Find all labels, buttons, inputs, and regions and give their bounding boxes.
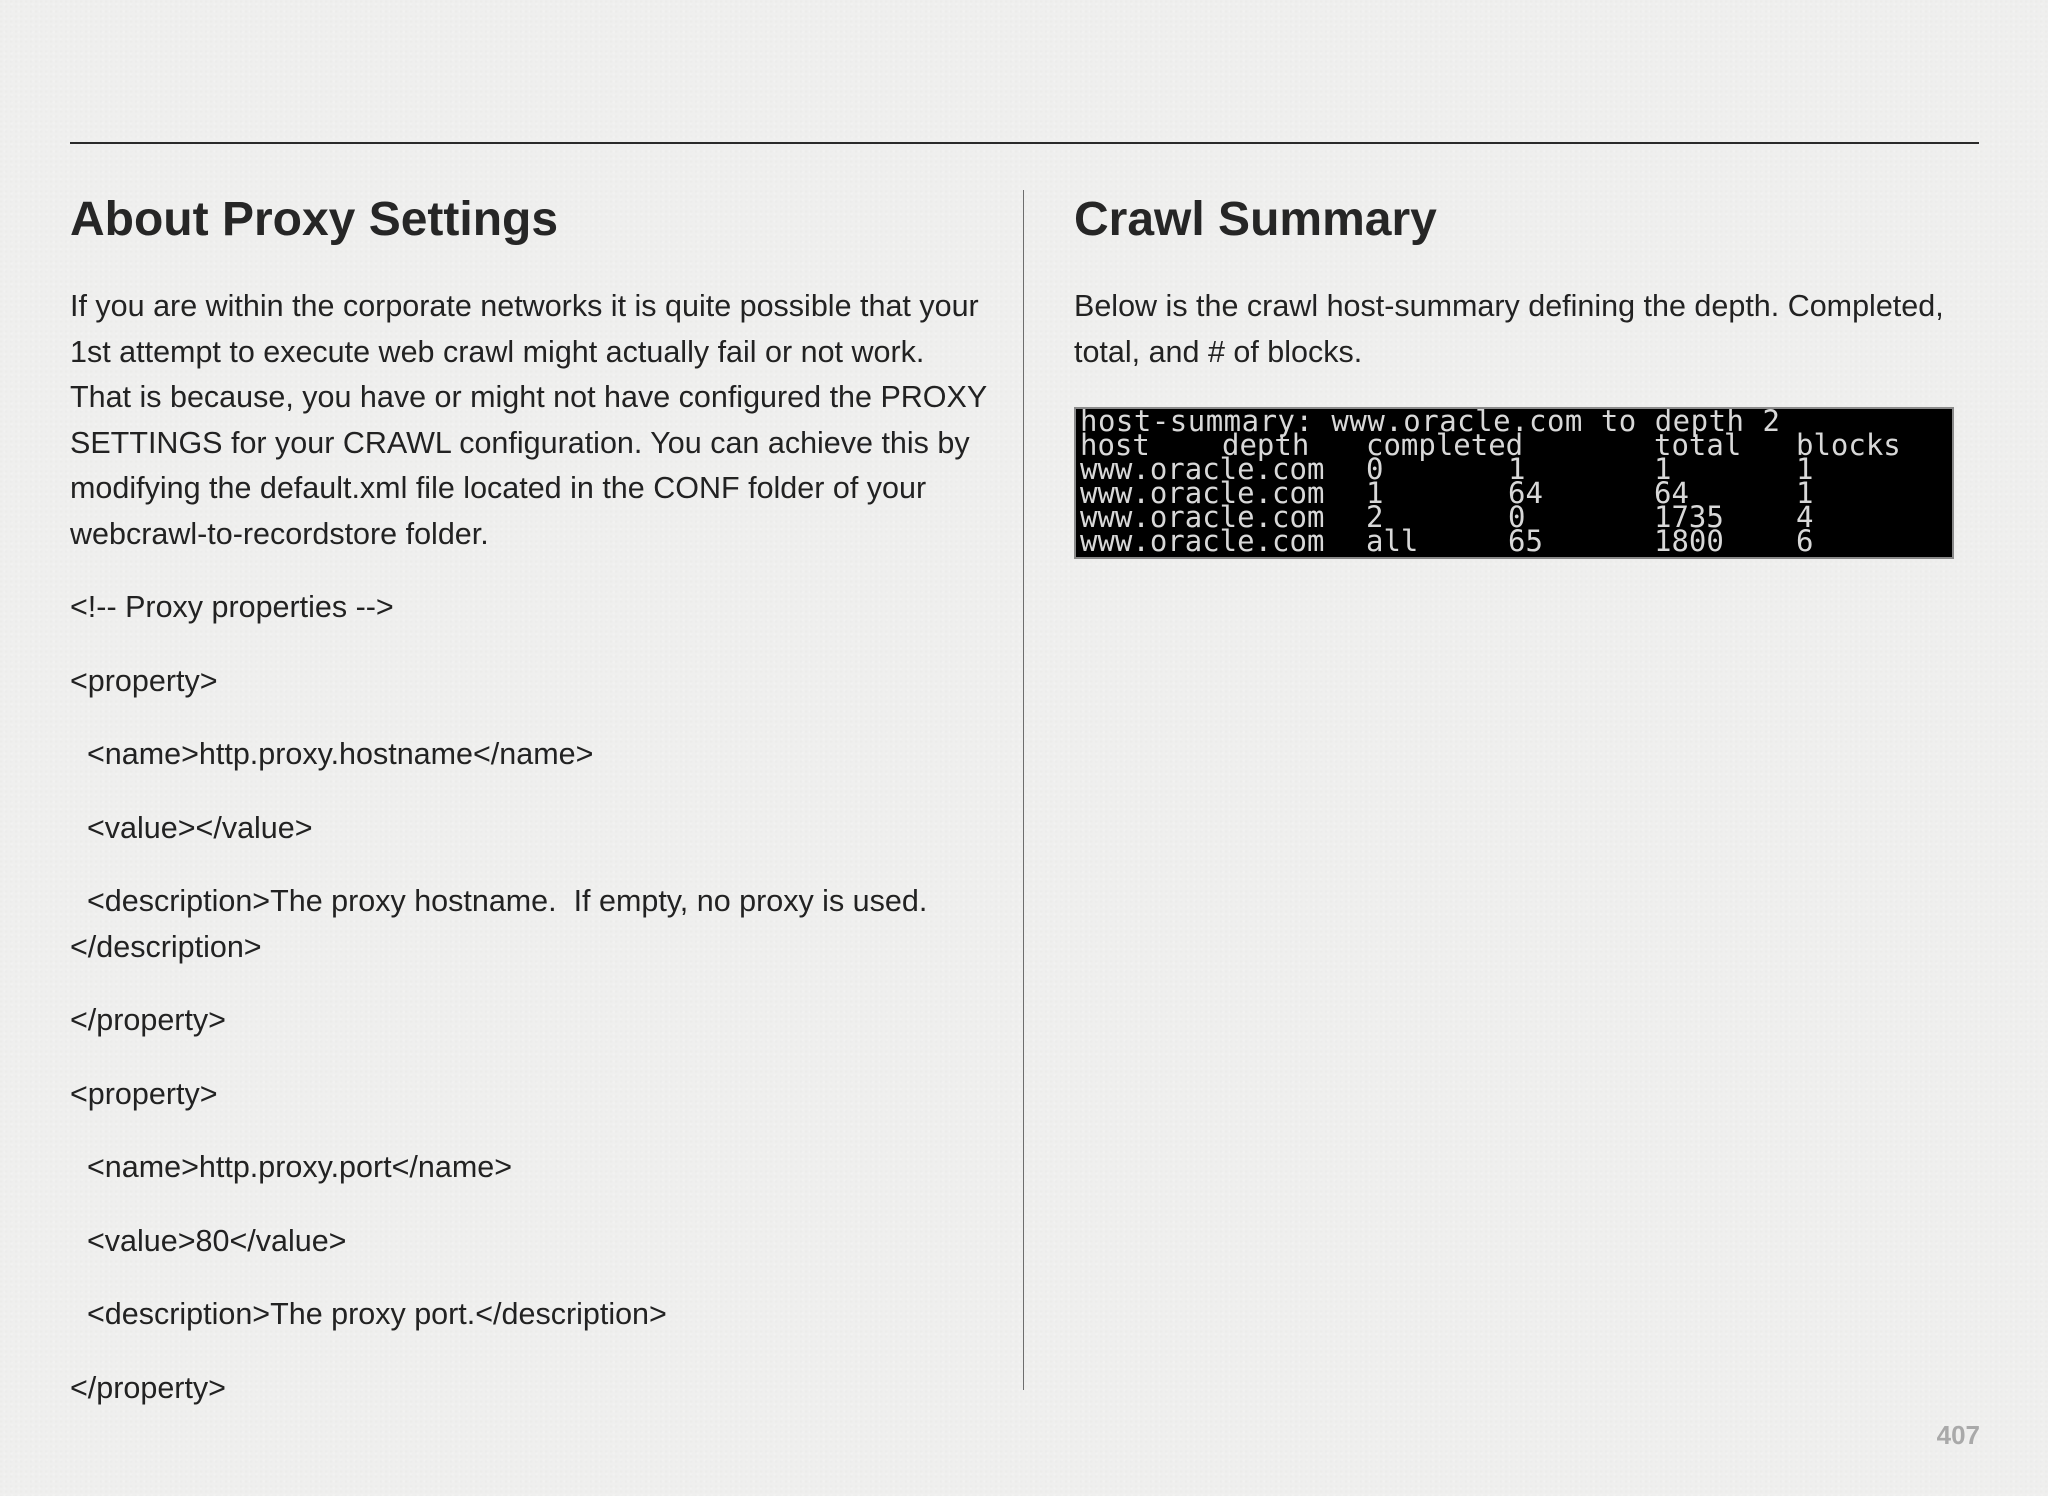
terminal-cell: 1: [1654, 452, 1672, 486]
proxy-settings-section: [70, 190, 990, 1411]
terminal-column-header: depth: [1222, 428, 1310, 462]
code-line: <!-- Proxy properties -->: [70, 590, 394, 624]
page-number: 407: [1936, 1420, 1980, 1450]
terminal-cell: 64: [1508, 476, 1543, 510]
terminal-cell: 64: [1654, 476, 1689, 510]
terminal-cell: 1: [1796, 476, 1814, 510]
terminal-cell: 0: [1508, 500, 1526, 534]
terminal-cell: 1: [1366, 476, 1384, 510]
terminal-cell: 2: [1366, 500, 1384, 534]
terminal-cell: www.oracle.com: [1080, 524, 1325, 558]
crawl-summary-section: [1074, 190, 1984, 375]
code-line: <property>: [70, 1076, 218, 1111]
terminal-cell: 0: [1366, 452, 1384, 486]
code-line: </property>: [70, 1003, 226, 1037]
code-line: <description>The proxy hostname. If empty, no proxy is used.</description>: [70, 884, 928, 964]
code-line: <property>: [70, 663, 218, 698]
code-line: <value>80</value>: [87, 1223, 347, 1258]
terminal-column-header: total: [1654, 428, 1742, 462]
section-title-crawl: Crawl Summary: [1074, 193, 1437, 246]
proxy-xml-snippet: [70, 585, 990, 1411]
code-line: <description>The proxy port.</description>: [87, 1297, 667, 1331]
crawl-intro-paragraph: Below is the crawl host-summary defining the depth. Completed, total, and # of blocks.: [1074, 289, 1944, 369]
terminal-column-header: completed: [1366, 428, 1524, 462]
proxy-intro-paragraph: If you are within the corporate networks it is quite possible that your 1st attempt to execute web crawl might actually fail or not work. That is because, you have or might not have configured the PROXY SETTINGS for your CRAWL configuration. You can achieve this by modifying the default.xml file located in the CONF folder of your webcrawl-to-recordstore folder.: [70, 289, 987, 551]
column-divider: [1023, 190, 1024, 1390]
code-line: <value></value>: [87, 810, 313, 845]
terminal-cell: www.oracle.com: [1080, 476, 1325, 510]
terminal-cell: www.oracle.com: [1080, 452, 1325, 486]
terminal-cell: all: [1366, 524, 1419, 558]
terminal-cell: 6: [1796, 524, 1814, 558]
terminal-heading: host-summary: www.oracle.com to depth 2: [1080, 407, 1781, 438]
section-title-proxy: About Proxy Settings: [70, 193, 559, 246]
terminal-cell: 1800: [1654, 524, 1724, 558]
terminal-column-header: host: [1080, 428, 1150, 462]
terminal-cell: 1735: [1654, 500, 1724, 534]
code-line: <name>http.proxy.port</name>: [87, 1150, 513, 1184]
terminal-cell: 65: [1508, 524, 1543, 558]
terminal-screenshot: [1074, 407, 1954, 559]
terminal-cell: 1: [1508, 452, 1526, 486]
code-line: <name>http.proxy.hostname</name>: [87, 737, 594, 771]
top-rule: [70, 142, 1979, 144]
code-line: </property>: [70, 1370, 226, 1405]
terminal-column-header: blocks: [1796, 428, 1901, 462]
terminal-cell: 4: [1796, 500, 1814, 534]
terminal-cell: 1: [1796, 452, 1814, 486]
terminal-cell: www.oracle.com: [1080, 500, 1325, 534]
